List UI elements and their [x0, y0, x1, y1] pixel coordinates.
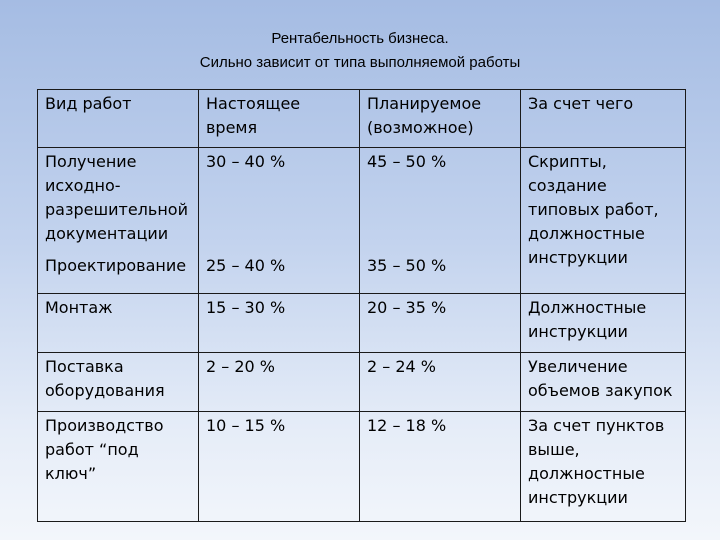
cell-planned: 35 – 50 %	[360, 252, 521, 294]
cell-work-type: Получение исходно- разрешительной документации	[38, 148, 199, 252]
table-row	[38, 148, 686, 252]
cell-work-type: Монтаж	[38, 294, 199, 353]
cell-reason: Увеличение объемов закупок	[521, 353, 686, 412]
profitability-table	[37, 89, 686, 522]
cell-reason: Должностные инструкции	[521, 294, 686, 353]
cell-reason: Скрипты, создание типовых работ, должностные инструкции	[521, 148, 686, 294]
title-line-1: Рентабельность бизнеса.	[271, 30, 449, 47]
header-reason: За счет чего	[521, 90, 686, 148]
table-row	[38, 412, 686, 522]
cell-current: 30 – 40 %	[199, 148, 360, 252]
cell-current: 10 – 15 %	[199, 412, 360, 522]
title-line-2: Сильно зависит от типа выполняемой работы	[199, 54, 521, 71]
table-row	[38, 294, 686, 353]
cell-work-type: Проектирование	[38, 252, 199, 294]
cell-current: 2 – 20 %	[199, 353, 360, 412]
cell-work-type: Поставка оборудования	[38, 353, 199, 412]
cell-current: 15 – 30 %	[199, 294, 360, 353]
cell-current: 25 – 40 %	[199, 252, 360, 294]
header-planned: Планируемое (возможное)	[360, 90, 521, 148]
header-current: Настоящее время	[199, 90, 360, 148]
cell-planned: 12 – 18 %	[360, 412, 521, 522]
table-row	[38, 353, 686, 412]
cell-reason: За счет пунктов выше, должностные инструкции	[521, 412, 686, 522]
table-header-row	[38, 90, 686, 148]
cell-work-type: Производство работ “под ключ”	[38, 412, 199, 522]
cell-planned: 45 – 50 %	[360, 148, 521, 252]
cell-planned: 20 – 35 %	[360, 294, 521, 353]
cell-planned: 2 – 24 %	[360, 353, 521, 412]
slide-title	[0, 27, 720, 75]
header-work-type: Вид работ	[38, 90, 199, 148]
